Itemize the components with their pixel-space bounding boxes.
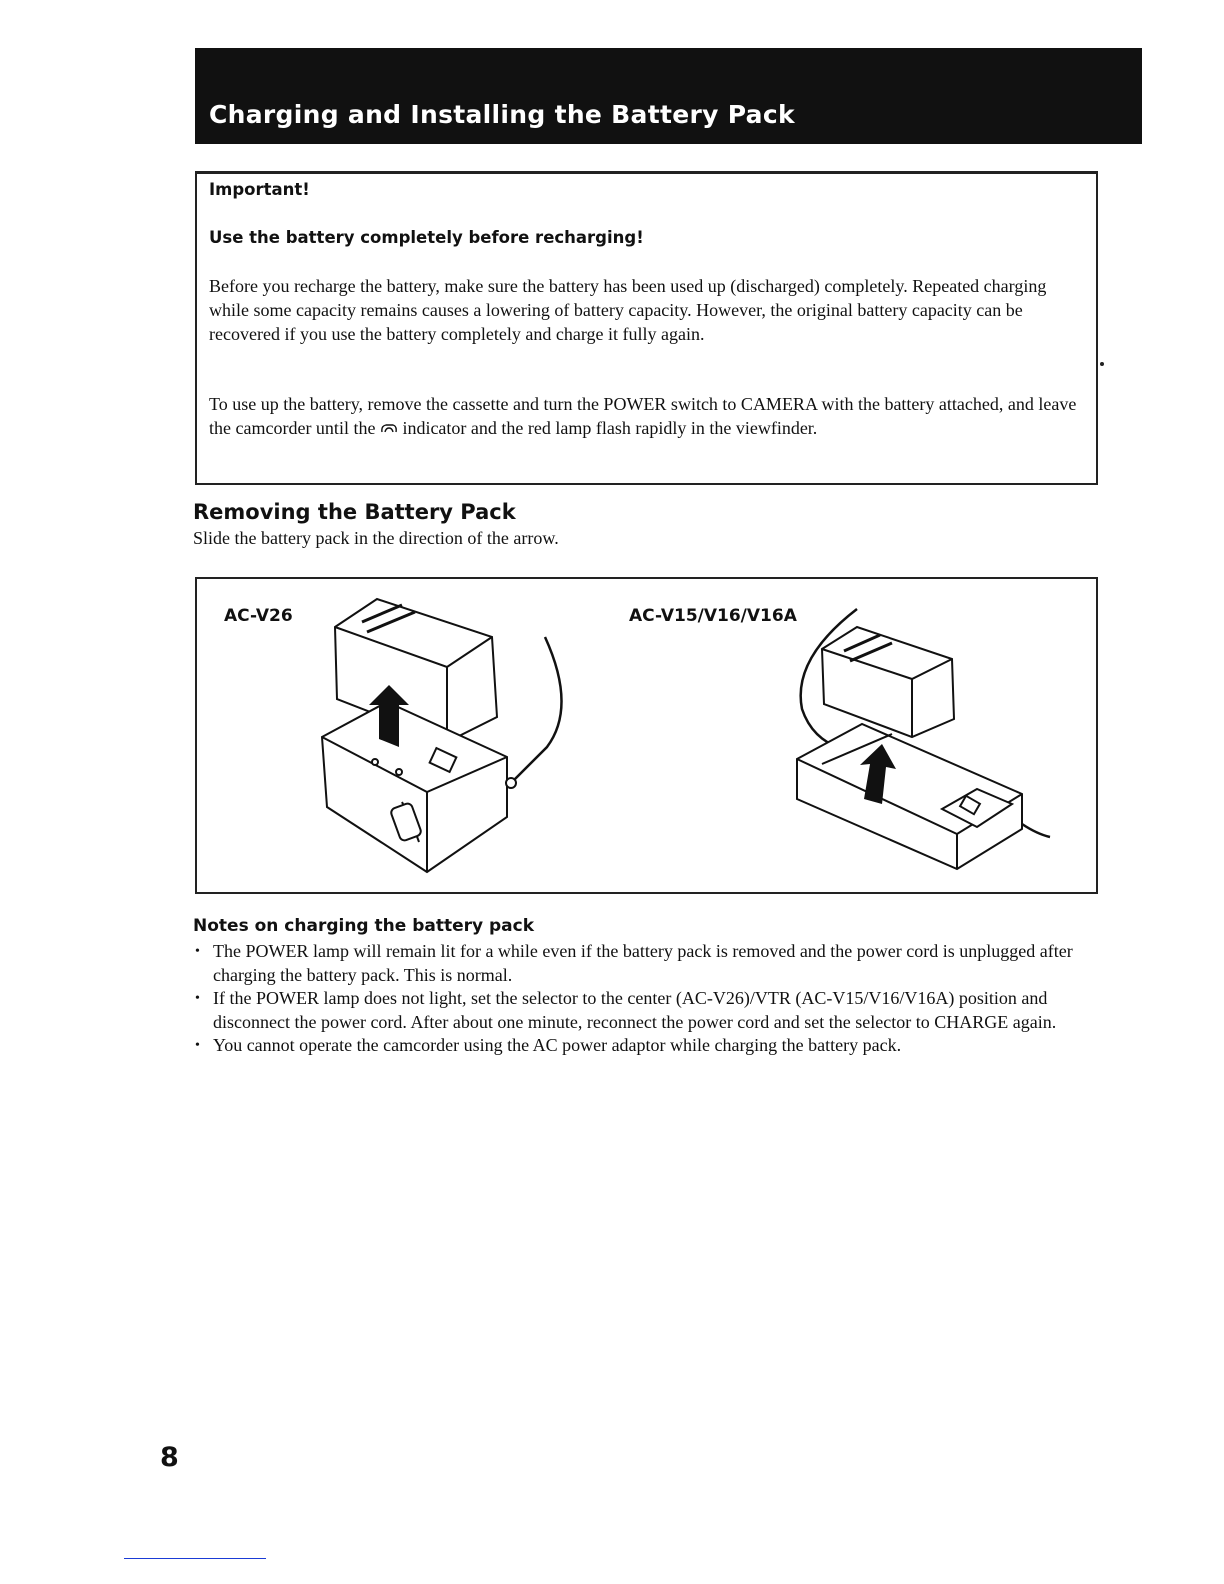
model-label-ac-v26: AC-V26 <box>224 606 293 626</box>
model-label-ac-v15: AC-V15/V16/V16A <box>629 606 797 626</box>
removing-intro: Slide the battery pack in the direction of the arrow. <box>193 528 559 548</box>
list-item: • You cannot operate the camcorder using the AC power adaptor while charging the battery pack. <box>193 1034 1103 1058</box>
paragraph-2-start: To use up the battery, remove the cassette and turn the POWER switch to CAMERA with the battery attached, and leave the camcorder until the <box>209 394 1077 438</box>
title-bar <box>195 48 1142 144</box>
list-item: • If the POWER lamp does not light, set the selector to the center (AC-V26)/VTR (AC-V15/V16/V16A) position and disconnect the power cord. After about one minute, reconnect the power cord and set the selector to CHARGE again. <box>193 987 1103 1034</box>
notes-list <box>193 940 1103 1058</box>
notes-heading: Notes on charging the battery pack <box>193 916 535 936</box>
power-cord-2 <box>1022 824 1050 837</box>
important-notice-box <box>195 171 1098 485</box>
illustration-box <box>195 577 1098 894</box>
footer-rule <box>124 1558 266 1559</box>
margin-dot <box>1100 362 1104 366</box>
important-heading: Important! <box>209 180 310 199</box>
charger-body-shape <box>322 702 507 872</box>
page-number: 8 <box>160 1442 179 1473</box>
list-item: • The POWER lamp will remain lit for a while even if the battery pack is removed and the power cord is unplugged after charging the battery pack. This is normal. <box>193 940 1103 987</box>
ac-v15-charger-illustration <box>782 599 1062 889</box>
paragraph-2-end: indicator and the red lamp flash rapidly in the viewfinder. <box>402 418 818 438</box>
ac-v26-charger-illustration <box>307 587 587 887</box>
important-paragraph-1: Before you recharge the battery, make sure the battery has been used up (discharged) completely. Repeated charging while some capacity remains causes a lowering of battery capacity. However, the original battery capacity can be recovered if you use the battery completely and charge it fully again. <box>209 276 1047 344</box>
power-cord <box>512 637 562 782</box>
important-paragraph-2 <box>209 392 1084 440</box>
important-subheading: Use the battery completely before recharging! <box>209 228 644 247</box>
removing-heading: Removing the Battery Pack <box>193 500 516 524</box>
battery-indicator-icon <box>380 423 398 435</box>
page-title: Charging and Installing the Battery Pack <box>209 100 795 129</box>
